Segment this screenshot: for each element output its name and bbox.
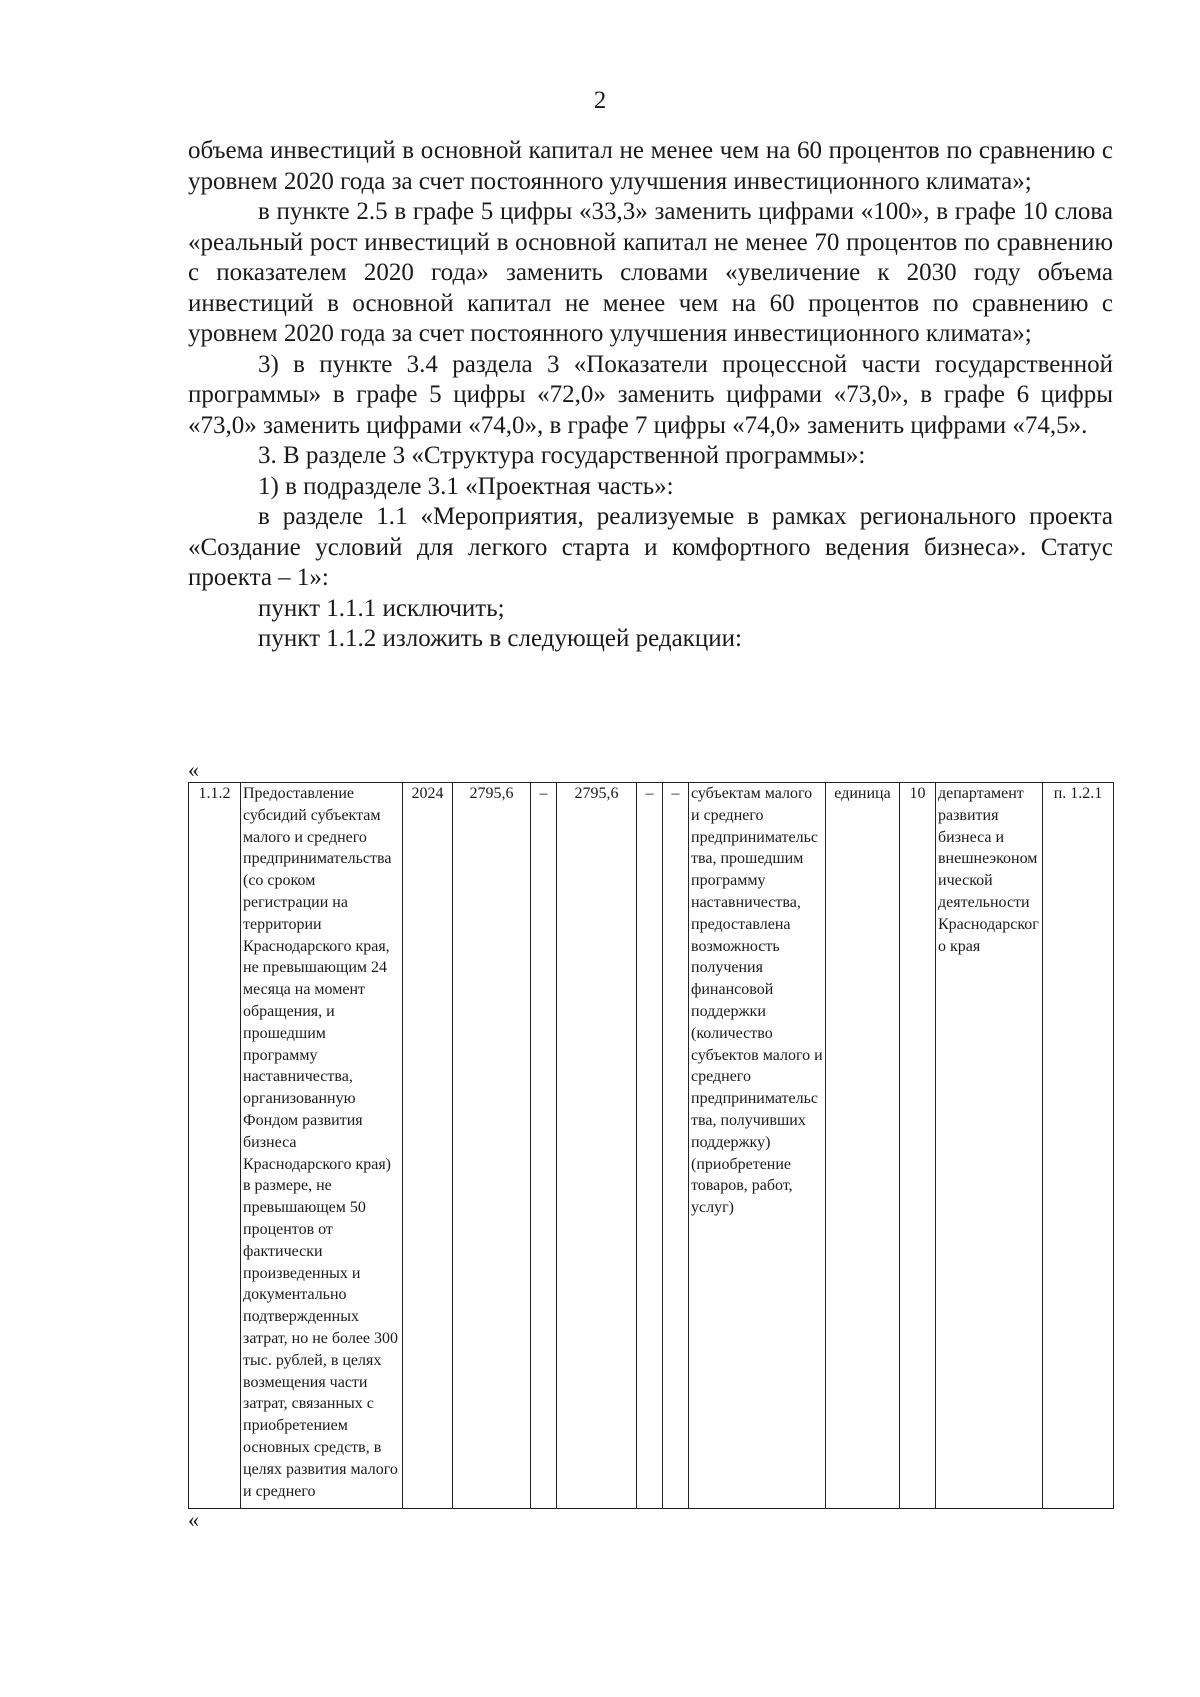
program-table [188,782,1114,1509]
paragraph-8: пункт 1.1.2 изложить в следующей редакции: [258,625,742,652]
paragraph-3: 3) в пункте 3.4 раздела 3 «Показатели процессной части государственной программы» в графе 5 цифры «72,0» заменить цифрами «73,0», в графе 6 цифры «73,0» заменить цифрами «74,0», в графе 7 цифры «74,0» заменить цифрами «74,5». [188,350,1113,439]
cell-number: 1.1.2 [189,783,241,1509]
cell-value: 10 [900,783,936,1509]
paragraph-2: в пункте 2.5 в графе 5 цифры «33,3» заменить цифрами «100», в графе 10 слова «реальный рост инвестиций в основной капитал не менее 70 процентов по сравнению с показателем 2020 года» заменить словами «увеличение к 2030 году объема инвестиций в основной капитал не менее чем на 60 процентов по сравнению с уровнем 2020 года за счет постоянного улучшения инвестиционного климата»; [188,198,1113,347]
cell-year: 2024 [403,783,453,1509]
cell-col5: 2795,6 [557,783,637,1509]
table-row [189,783,1114,1509]
cell-description: Предоставление субсидий субъектам малого и среднего предпринимательства (со сроком регистрации на территории Краснодарского края, не превышающим 24 месяца на момент обращения, и прошедшим программу наставничества, организованную Фондом развития бизнеса Краснодарского края) в размере, не превышающем 50 процентов от фактически произведенных и документально подтвержденных затрат, но не более 300 тыс. рублей, в целях возмещения части затрат, связанных с приобретением основных средств, в целях развития малого и среднего [241,783,403,1509]
cell-responsible: департамент развития бизнеса и внешнеэкономической деятельности Краснодарского края [936,783,1043,1509]
paragraph-5: 1) в подразделе 3.1 «Проектная часть»: [258,472,674,500]
page-number: 2 [593,87,607,114]
cell-reference: п. 1.2.1 [1043,783,1114,1509]
body-text [188,136,1113,655]
cell-unit: единица [826,783,900,1509]
paragraph-7: пункт 1.1.1 исключить; [258,594,505,622]
paragraph-6: в разделе 1.1 «Мероприятия, реализуемые в рамках регионального проекта «Создание условий для легкого старта и комфортного ведения бизнеса». Статус проекта – 1»: [188,503,1113,591]
cell-col4: – [531,783,557,1509]
cell-col7: – [663,783,689,1509]
paragraph-4: 3. В разделе 3 «Структура государственной программы»: [258,442,866,469]
cell-result: субъектам малого и среднего предпринимательства, прошедшим программу наставничества, предоставлена возможность получения финансовой поддержки (количество субъектов малого и среднего предпринимательства, получивших поддержку) (приобретение товаров, работ, услуг) [689,783,826,1509]
quote-close-mark: « [188,1507,199,1532]
cell-total: 2795,6 [453,783,531,1509]
cell-col6: – [637,783,663,1509]
quote-open-mark: « [188,757,199,782]
paragraph-1: объема инвестиций в основной капитал не менее чем на 60 процентов по сравнению с уровнем 2020 года за счет постоянного улучшения инвестиционного климата»; [188,137,1113,195]
